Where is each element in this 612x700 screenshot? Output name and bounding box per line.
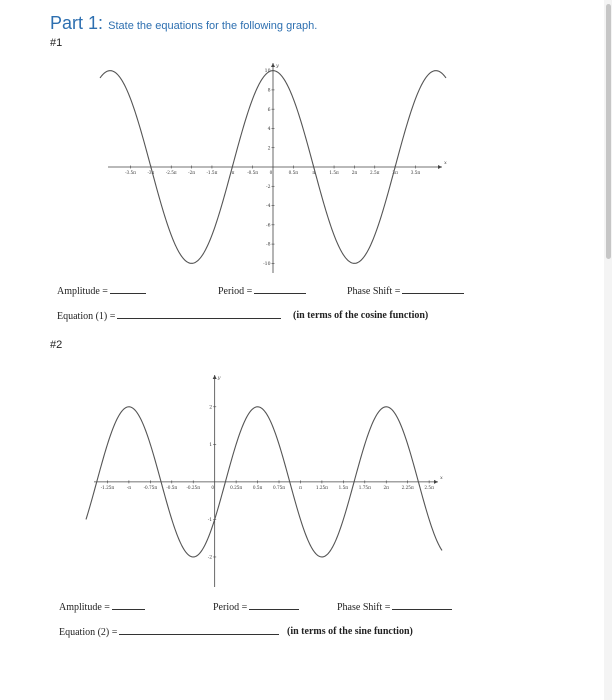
y-tick-label: 10: [264, 69, 271, 75]
x-tick-label: -0.5π: [166, 484, 178, 490]
amplitude-1-label: Amplitude =: [57, 286, 108, 297]
period-1-label: Period =: [218, 286, 253, 297]
y-tick-label: 2: [209, 405, 213, 411]
y-axis-arrow: [271, 63, 275, 67]
phase-shift-2-field: [337, 601, 452, 613]
period-2-label: Period =: [213, 602, 248, 613]
x-tick-label: 2.5π: [424, 484, 434, 490]
x-tick-label: -0.5π: [247, 170, 259, 175]
y-tick-label: -2: [207, 555, 213, 561]
x-tick-label: 0.25π: [230, 484, 243, 490]
amplitude-2-blank[interactable]: [112, 601, 145, 610]
x-tick-label: π: [312, 170, 316, 175]
x-tick-label: 0: [211, 484, 215, 490]
y-tick-label: -8: [266, 242, 271, 248]
y-tick-label: 8: [267, 88, 271, 94]
x-tick-label: 2.5π: [370, 170, 380, 175]
phase-shift-2-blank[interactable]: [392, 601, 452, 610]
x-tick-label: 0.5π: [288, 170, 299, 175]
equation-1-blank[interactable]: [117, 310, 281, 319]
phase-shift-2-label: Phase Shift =: [337, 602, 391, 613]
x-tick-label: 1.75π: [358, 484, 371, 490]
x-tick-label: -1.25π: [100, 484, 115, 490]
x-tick-label: 2π: [383, 484, 389, 490]
x-tick-label: π: [299, 484, 302, 490]
x-tick-label: -π: [230, 170, 235, 175]
y-tick-label: -4: [266, 204, 271, 210]
period-2-field: [213, 601, 299, 613]
graph-2: [0, 365, 612, 595]
x-tick-label: -2π: [188, 170, 196, 175]
amplitude-2-label: Amplitude =: [59, 602, 110, 613]
equation-1-note: [293, 310, 428, 321]
x-tick-label: 3.5π: [410, 170, 421, 175]
x-tick-label: -π: [126, 484, 131, 490]
equation-2-note-pre: (in terms of the: [287, 626, 355, 637]
x-tick-label: 3π: [392, 170, 398, 175]
amplitude-1-field: [57, 285, 146, 297]
x-tick-label: -3π: [147, 170, 155, 175]
question-1-number: #1: [50, 37, 63, 49]
x-tick-label: -0.75π: [143, 484, 158, 490]
x-tick-label: -1.5π: [206, 170, 218, 175]
question-2-number: #2: [50, 339, 63, 351]
x-tick-label: 1.5π: [329, 170, 339, 175]
x-tick-label: 2.25π: [401, 484, 414, 490]
part-heading: Part 1:: [50, 13, 104, 33]
x-tick-label: -3.5π: [125, 170, 136, 175]
amplitude-1-blank[interactable]: [110, 285, 146, 294]
y-axis-arrow: [213, 375, 217, 379]
equation-2-blank[interactable]: [119, 626, 279, 635]
equation-2-field: [59, 626, 279, 638]
x-tick-label: 0: [269, 170, 273, 175]
x-tick-label: 1.5π: [338, 484, 349, 490]
equation-1-label: Equation (1) =: [57, 311, 116, 322]
x-tick-label: 0.5π: [252, 484, 263, 490]
y-tick-label: -1: [207, 518, 213, 524]
equation-2-label: Equation (2) =: [59, 627, 118, 638]
y-axis-label: y: [217, 375, 221, 381]
equation-2-note: [287, 626, 413, 637]
equation-1-note-pre: (in terms of the: [293, 310, 361, 321]
period-2-blank[interactable]: [249, 601, 299, 610]
x-tick-label: -0.25π: [186, 484, 200, 490]
y-axis-label: y: [276, 63, 279, 69]
y-tick-label: -10: [263, 261, 271, 267]
graph-1: [0, 55, 612, 280]
x-tick-label: -2.5π: [165, 170, 177, 175]
y-tick-label: 2: [267, 146, 271, 152]
phase-shift-1-field: [347, 285, 464, 297]
y-tick-label: -2: [266, 184, 271, 190]
x-axis-arrow: [438, 165, 442, 169]
x-axis-label: x: [440, 474, 443, 481]
equation-1-note-post: function): [386, 310, 429, 321]
phase-shift-1-blank[interactable]: [402, 285, 464, 294]
instructions: State the equations for the following graph.: [108, 20, 318, 32]
period-1-blank[interactable]: [254, 285, 306, 294]
x-tick-label: 1.25π: [315, 484, 328, 490]
y-tick-label: 4: [267, 127, 271, 133]
equation-2-note-post: function): [371, 626, 413, 637]
phase-shift-1-label: Phase Shift =: [347, 286, 401, 297]
equation-1-note-fn: cosine: [360, 310, 387, 321]
period-1-field: [218, 285, 306, 297]
x-tick-label: 0.75π: [272, 484, 286, 490]
equation-1-field: [57, 310, 281, 322]
amplitude-2-field: [59, 601, 145, 613]
page-title: [50, 13, 317, 34]
x-axis-arrow: [434, 480, 438, 484]
y-tick-label: 1: [209, 442, 213, 448]
y-tick-label: 6: [267, 107, 271, 113]
x-axis-label: x: [444, 160, 447, 166]
y-tick-label: -6: [266, 223, 271, 229]
x-tick-label: 2π: [351, 170, 358, 175]
equation-2-note-fn: sine: [354, 626, 372, 637]
scrollbar[interactable]: [604, 0, 612, 700]
scrollbar-thumb[interactable]: [606, 4, 611, 259]
